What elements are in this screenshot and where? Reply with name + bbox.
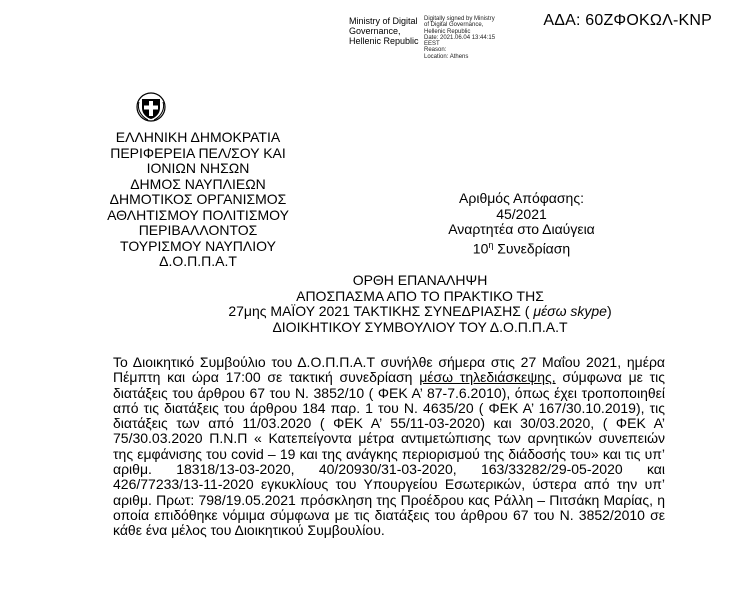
org-line: ΤΟΥΡΙΣΜΟΥ ΝΑΥΠΛΙΟΥ: [120, 237, 276, 254]
signature-detail-line: of Digital Governance,: [424, 22, 484, 29]
signature-issuer-line: Governance,: [349, 26, 401, 36]
heading-line: ΑΠΟΣΠΑΣΜΑ ΑΠΟ ΤΟ ΠΡΑΚΤΙΚΟ ΤΗΣ: [296, 287, 544, 304]
session-word: Συνεδρίαση: [497, 240, 571, 257]
body-part1: Το Διοικητικό Συμβούλιο του Δ.Ο.Π.Π.Α.Τ συνήλθε σήμερα στις 27 Μαΐου 2021, ημέρα Πέμπτη και ώρα 17:00 σε τακτική συνεδρίαση: [113, 354, 665, 386]
decision-posted: Αναρτητέα στο Διαύγεια: [448, 221, 595, 237]
org-line: ΙΟΝΙΩΝ ΝΗΣΩΝ: [146, 160, 250, 176]
decision-session: [444, 238, 599, 257]
org-line: ΕΛΛΗΝΙΚΗ ΔΗΜΟΚΡΑΤΙΑ: [115, 129, 281, 145]
body-part2: σύμφωνα με τις διατάξεις του άρθρου 67 του Ν. 3852/10 ( ΦΕΚ Α’ 87-7.6.2010), όπως έχει τροποποιηθεί από τις διατάξεις του άρθρου 184 παρ. 1 του Ν. 4635/20 ( ΦΕΚ Α’ 167/30.10.2019), τις διατάξεις των από 11/03.2020 ( ΦΕΚ Α’ 55/11-03-2020) και 30/03.2020, ( ΦΕΚ Α’ 75/30.03.2020 Π.Ν.Π « Κατεπείγοντα μέτρα αντιμετώπισης των αρνητικών συνεπειών της εμφάνισης του covid – 19 και της ανάγκης περιορισμού της διάδοσής του» και τις υπ’ αριθμ. 18318/13-03-2020, 40/20930/31-03-2020, 163/33282/29-05-2020 και 426/77233/13-11-2020 εγκυκλίους του Υπουργείου Εσωτερικών, ύστερα από την υπ’ αριθμ. Πρωτ: 798/19.05.2021 πρόσκληση της Προέδρου κας Ράλλη – Πιτσάκη Μαρίας, η οποία επιδόθηκε νόμιμα σύμφωνα με τις διατάξεις του άρθρου 67 του Ν. 3852/2010 σε κάθε ένα μέλος του Διοικητικού Συμβουλίου.: [113, 369, 665, 539]
session-ordinal: η: [488, 239, 494, 250]
org-line: ΔΗΜΟΤΙΚΟΣ ΟΡΓΑΝΙΣΜΟΣ: [109, 191, 287, 207]
org-line: Δ.Ο.Π.Π.Α.Τ: [159, 253, 237, 269]
signature-detail-line: Reason:: [424, 47, 447, 54]
signature-detail-line: Location: Athens: [424, 53, 469, 60]
org-line: ΔΗΜΟΣ ΝΑΥΠΛΙΕΩΝ: [130, 175, 266, 192]
body-underlined: μέσω τηλεδιάσκεψης,: [419, 369, 556, 386]
signature-issuer-line: Ministry of Digital: [349, 16, 418, 26]
signature-detail-line: Hellenic Republic: [424, 28, 471, 35]
heading-line: [200, 304, 640, 320]
signature-issuer: [349, 16, 419, 46]
signature-detail-line: Date: 2021.06.04 13:44:15: [424, 34, 496, 41]
signature-issuer-line: Hellenic Republic: [349, 36, 419, 46]
heading-skype: μέσω skype: [529, 303, 607, 319]
body-paragraph: [113, 355, 665, 539]
heading-line: ΟΡΘΗ ΕΠΑΝΑΛΗΨΗ: [352, 272, 488, 288]
document-heading: [200, 273, 640, 335]
organization-block: [93, 130, 303, 270]
org-line: ΠΕΡΙΦΕΡΕΙΑ ΠΕΛ/ΣΟΥ ΚΑΙ: [110, 144, 286, 161]
signature-detail-line: EEST: [424, 41, 440, 48]
ada-code: ΑΔΑ: 60ΖΦΟΚΩΛ-ΚΝΡ: [543, 12, 712, 29]
signature-detail-line: Digitally signed by Ministry: [424, 16, 495, 22]
heading-line: ΔΙΟΙΚΗΤΙΚΟΥ ΣΥΜΒΟΥΛΙΟΥ ΤΟΥ Δ.Ο.Π.Π.Α.Τ: [272, 318, 568, 335]
session-number: 10: [472, 240, 489, 257]
heading-line3-end: ): [606, 303, 612, 319]
greek-emblem-icon: [136, 92, 166, 122]
signature-details: [424, 16, 495, 60]
org-line: ΠΕΡΙΒΑΛΛΟΝΤΟΣ: [138, 222, 258, 238]
decision-number: Αριθμός Απόφασης: 45/2021: [459, 190, 584, 222]
heading-line3-text: 27μης ΜΑΪΟΥ 2021 ΤΑΚΤΙΚΗΣ ΣΥΝΕΔΡΙΑΣΗΣ (: [228, 303, 530, 319]
decision-block: [444, 191, 599, 257]
org-line: ΑΘΛΗΤΙΣΜΟΥ ΠΟΛΙΤΙΣΜΟΥ: [107, 206, 289, 223]
